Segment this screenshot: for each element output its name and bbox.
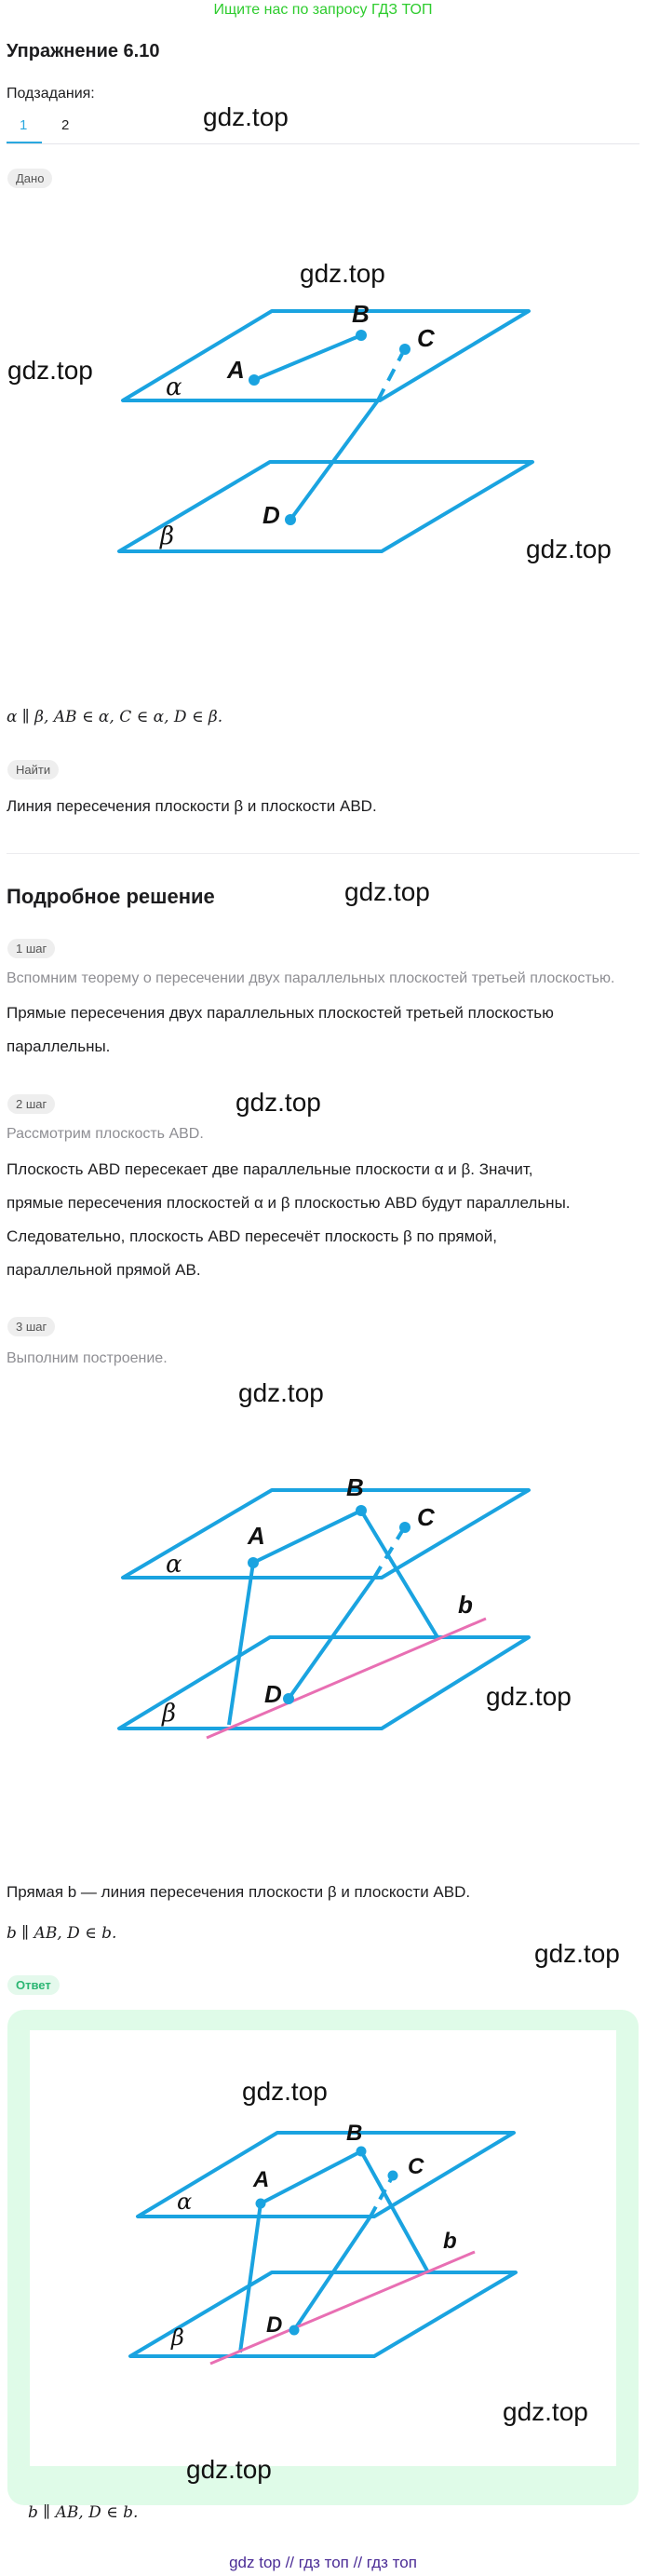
segment-a-down xyxy=(229,1563,253,1725)
step-1-hint: Вспомним теорему о пересечении двух параллельных плоскостей третьей плоскостью. xyxy=(7,970,615,986)
watermark: gdz.top xyxy=(7,356,93,385)
step-1-line-1: Прямые пересечения двух параллельных плоскостей третьей плоскостью xyxy=(7,1004,554,1022)
plane-alpha xyxy=(123,311,529,400)
point-c xyxy=(399,344,410,355)
label-a: A xyxy=(248,1522,265,1550)
step-2-chip: 2 шаг xyxy=(7,1094,55,1114)
search-banner[interactable]: Ищите нас по запросу ГДЗ ТОП xyxy=(213,2,433,18)
subtasks-label: Подзадания: xyxy=(7,86,95,102)
step-2-line-4: параллельной прямой AB. xyxy=(7,1261,201,1279)
watermark: gdz.top xyxy=(186,2455,272,2484)
given-chip: Дано xyxy=(7,169,52,188)
construction-figure xyxy=(112,1434,540,1751)
section-divider xyxy=(7,853,639,854)
solution-title: Подробное решение xyxy=(7,885,215,908)
find-chip: Найти xyxy=(7,760,59,780)
step-3-line-2: b ∥ AB, D ∈ b. xyxy=(7,1924,117,1943)
point-a xyxy=(248,1557,259,1568)
point-a xyxy=(249,374,260,386)
label-c: C xyxy=(417,1503,435,1531)
plane-beta xyxy=(119,462,532,551)
step-2-line-3: Следовательно, плоскость ABD пересечёт плоскость β по прямой, xyxy=(7,1227,497,1245)
answer-chip: Ответ xyxy=(7,1975,60,1995)
point-b xyxy=(356,1505,367,1516)
segment-a-down xyxy=(240,2203,261,2352)
watermark: gdz.top xyxy=(526,535,612,563)
watermark: gdz.top xyxy=(503,2397,588,2426)
tab-subtask-1[interactable]: 1 xyxy=(20,117,28,133)
label-a: A xyxy=(253,2167,270,2192)
segment-ab xyxy=(253,1511,361,1563)
watermark: gdz.top xyxy=(238,1378,324,1407)
point-b xyxy=(357,2147,367,2157)
label-b: B xyxy=(346,2121,363,2146)
step-2-line-1: Плоскость ABD пересекает две параллельные плоскости α и β. Значит, xyxy=(7,1160,533,1178)
watermark: gdz.top xyxy=(242,2077,328,2106)
segment-ab xyxy=(254,335,361,380)
point-c xyxy=(388,2171,398,2181)
watermark: gdz.top xyxy=(300,259,385,288)
watermark: gdz.top xyxy=(203,102,289,131)
footer-links[interactable]: gdz top // гдз топ // гдз топ xyxy=(229,2554,417,2571)
point-b xyxy=(356,330,367,341)
label-beta: β xyxy=(162,1700,177,1728)
answer-text: b ∥ AB, D ∈ b. xyxy=(28,2503,139,2522)
label-b: B xyxy=(352,300,370,328)
label-c: C xyxy=(408,2154,424,2179)
point-d xyxy=(285,514,296,525)
tabs-divider xyxy=(7,143,639,144)
page-title: Упражнение 6.10 xyxy=(7,41,160,61)
step-3-line-1: Прямая b — линия пересечения плоскости β и плоскости ABD. xyxy=(7,1883,471,1901)
label-b-line: b xyxy=(443,2229,457,2254)
watermark: gdz.top xyxy=(534,1939,620,1968)
point-d xyxy=(283,1693,294,1704)
plane-alpha xyxy=(138,2133,514,2217)
tab-subtask-2[interactable]: 2 xyxy=(61,117,70,133)
watermark: gdz.top xyxy=(236,1088,321,1117)
point-d xyxy=(289,2325,300,2336)
step-1-chip: 1 шаг xyxy=(7,939,55,958)
segment-ab xyxy=(261,2151,361,2203)
step-3-chip: 3 шаг xyxy=(7,1317,55,1336)
step-1-line-2: параллельны. xyxy=(7,1037,111,1055)
given-figure xyxy=(112,298,540,559)
point-a xyxy=(256,2199,266,2209)
label-d: D xyxy=(266,2312,283,2338)
label-a: A xyxy=(227,356,245,384)
label-b-line: b xyxy=(458,1591,473,1619)
label-beta: β xyxy=(160,522,175,550)
label-b: B xyxy=(346,1473,364,1501)
label-d: D xyxy=(264,1680,282,1708)
label-d: D xyxy=(262,501,280,529)
step-3-hint: Выполним построение. xyxy=(7,1350,168,1366)
watermark: gdz.top xyxy=(344,877,430,906)
answer-figure xyxy=(112,2112,540,2373)
label-c: C xyxy=(417,324,435,352)
label-alpha: α xyxy=(177,2189,193,2215)
find-text: Линия пересечения плоскости β и плоскости ABD. xyxy=(7,797,377,815)
watermark: gdz.top xyxy=(486,1682,572,1711)
label-alpha: α xyxy=(166,1551,182,1579)
plane-alpha xyxy=(123,1490,529,1578)
given-condition: α ∥ β, AB ∈ α, C ∈ α, D ∈ β. xyxy=(7,708,223,726)
label-beta: β xyxy=(171,2325,184,2351)
point-c xyxy=(399,1522,410,1533)
step-2-hint: Рассмотрим плоскость ABD. xyxy=(7,1126,204,1142)
label-alpha: α xyxy=(166,373,182,401)
step-2-line-2: прямые пересечения плоскостей α и β плоскостью ABD будут параллельны. xyxy=(7,1194,571,1212)
